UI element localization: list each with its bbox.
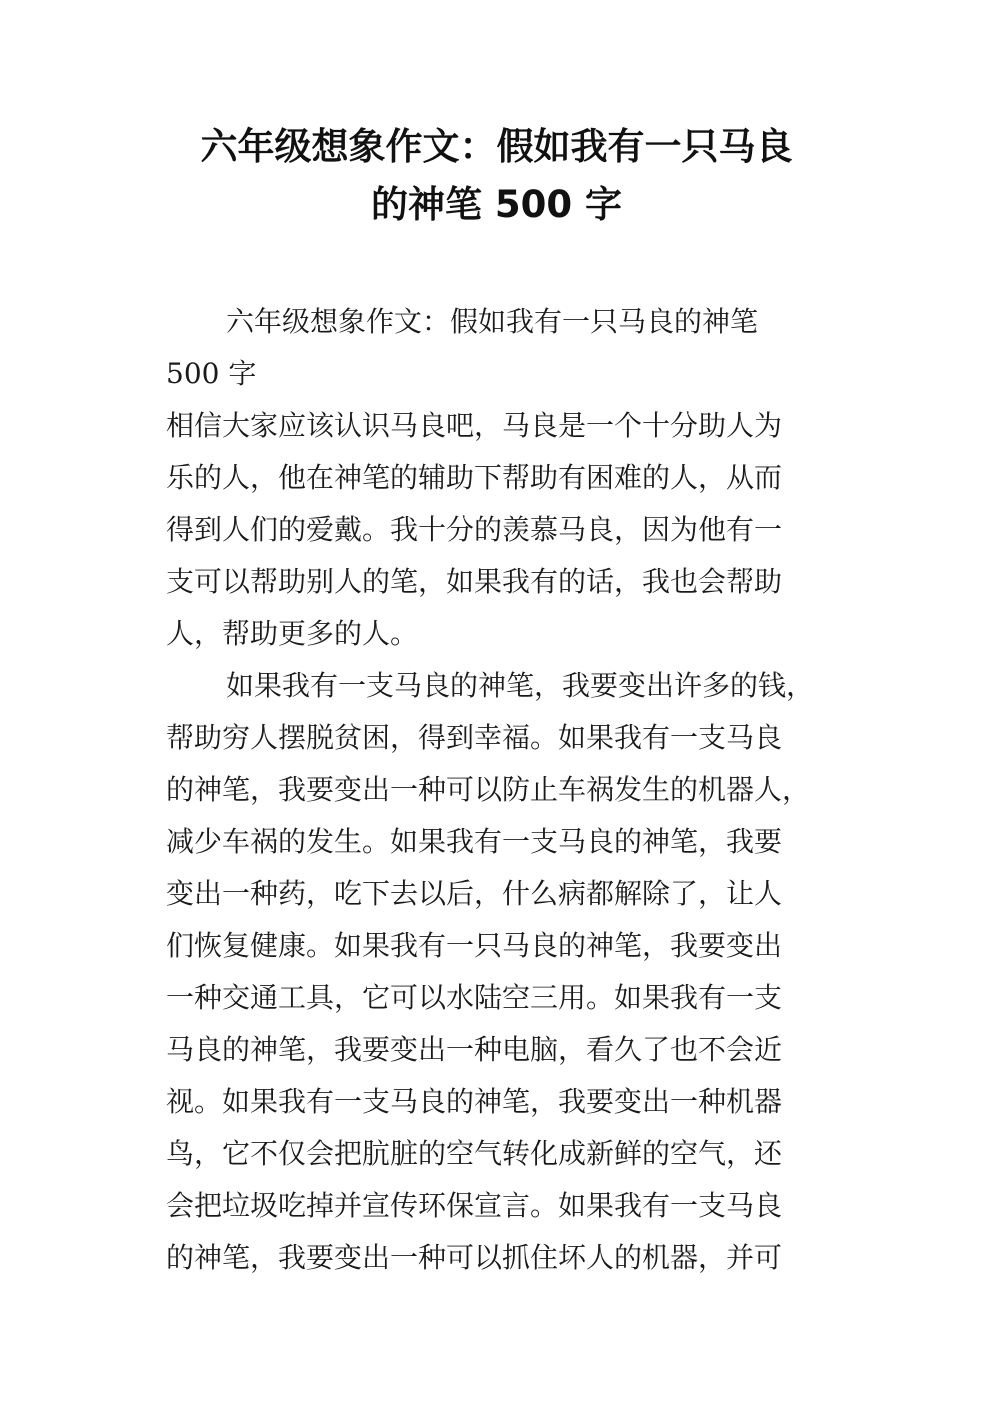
body-line: 支可以帮助别人的笔，如果我有的话，我也会帮助 bbox=[166, 565, 783, 598]
body-line: 六年级想象作文：假如我有一只马良的神笔 bbox=[226, 305, 759, 338]
body-line: 鸟，它不仅会把肮脏的空气转化成新鲜的空气，还 bbox=[166, 1137, 783, 1170]
body-line: 500 字 bbox=[166, 357, 257, 390]
body-line: 视。如果我有一支马良的神笔，我要变出一种机器 bbox=[166, 1085, 783, 1118]
body-line: 的神笔，我要变出一种可以抓住坏人的机器，并可 bbox=[166, 1241, 783, 1274]
document-title bbox=[150, 118, 843, 234]
body-line: 们恢复健康。如果我有一只马良的神笔，我要变出 bbox=[166, 929, 783, 962]
body-line: 乐的人，他在神笔的辅助下帮助有困难的人，从而 bbox=[166, 461, 783, 494]
body-line: 人，帮助更多的人。 bbox=[166, 617, 419, 650]
body-line: 变出一种药，吃下去以后，什么病都解除了，让人 bbox=[166, 877, 783, 910]
title-line: 的神笔 500 字 bbox=[371, 183, 622, 226]
body-line: 马良的神笔，我要变出一种电脑，看久了也不会近 bbox=[166, 1033, 783, 1066]
body-line: 如果我有一支马良的神笔，我要变出许多的钱， bbox=[226, 669, 815, 702]
body-line: 得到人们的爱戴。我十分的羡慕马良，因为他有一 bbox=[166, 513, 783, 546]
title-line: 六年级想象作文：假如我有一只马良 bbox=[200, 125, 793, 168]
body-line: 帮助穷人摆脱贫困，得到幸福。如果我有一支马良 bbox=[166, 721, 783, 754]
body-line: 的神笔，我要变出一种可以防止车祸发生的机器人， bbox=[166, 773, 811, 806]
body-line: 一种交通工具，它可以水陆空三用。如果我有一支 bbox=[166, 981, 783, 1014]
body-line: 相信大家应该认识马良吧，马良是一个十分助人为 bbox=[166, 409, 783, 442]
document-body bbox=[166, 296, 836, 1284]
body-line: 减少车祸的发生。如果我有一支马良的神笔，我要 bbox=[166, 825, 783, 858]
body-line: 会把垃圾吃掉并宣传环保宣言。如果我有一支马良 bbox=[166, 1189, 783, 1222]
